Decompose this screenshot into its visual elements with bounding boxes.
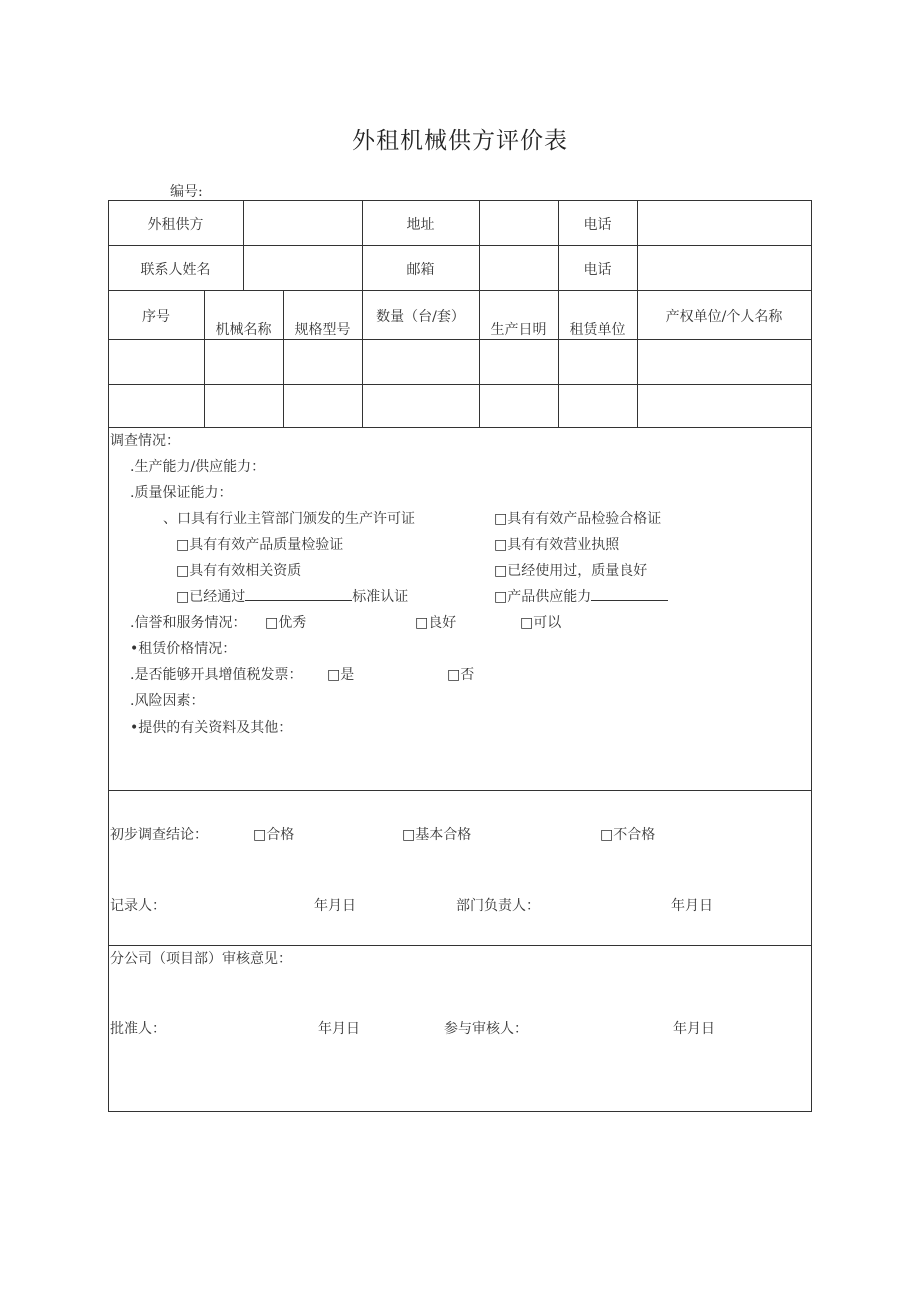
column-header-lessor: 租赁单位 (569, 322, 626, 338)
supply-capacity-blank[interactable] (591, 587, 668, 601)
page-title: 外租机械供方评价表 (352, 128, 568, 154)
checkbox-credit-acceptable[interactable]: □可以 (520, 615, 562, 631)
checkbox-credit-good[interactable]: □良好 (415, 615, 457, 631)
checkbox-quality-inspection[interactable]: □具有有效产品质量检验证 (176, 537, 344, 553)
department-head-date: 年月日 (671, 898, 713, 914)
checkbox-supply-capacity[interactable] (494, 586, 668, 606)
phone-label: 电话 (583, 262, 612, 278)
checkbox-invoice-yes[interactable]: □是 (327, 667, 355, 683)
column-header-index: 序号 (142, 309, 170, 325)
survey-heading: 调查情况： (110, 433, 180, 449)
quality-assurance-label: .质量保证能力： (130, 485, 233, 501)
column-header-production-date: 生产日明 (490, 322, 547, 338)
supply-capacity-label: □产品供应能力 (494, 589, 592, 605)
standard-certification-prefix: □已经通过 (176, 589, 246, 605)
production-capacity-label: .生产能力/供应能力： (130, 459, 266, 475)
supplier-field[interactable] (244, 201, 361, 245)
table-bottom-border (108, 1111, 812, 1112)
phone-field[interactable] (638, 201, 810, 245)
row-divider (108, 290, 812, 291)
review-opinion-field[interactable] (110, 968, 810, 1008)
serial-number-label: 编号: (170, 184, 203, 200)
email-field[interactable] (480, 246, 557, 290)
department-head-label: 部门负责人： (456, 898, 540, 914)
supplier-label: 外租供方 (147, 217, 204, 233)
review-opinion-label: 分公司（项目部）审核意见： (110, 951, 292, 967)
phone-label: 电话 (583, 217, 612, 233)
section-divider (108, 790, 812, 791)
row-divider (108, 427, 812, 428)
column-header-owner: 产权单位/个人名称 (665, 309, 783, 325)
checkbox-qualifications[interactable]: □具有有效相关资质 (176, 563, 302, 579)
checkbox-production-license[interactable]: 、口具有行业主管部门颁发的生产许可证 (163, 511, 415, 527)
participant-reviewer-label: 参与审核人： (444, 1021, 528, 1037)
table-row[interactable] (109, 385, 811, 427)
standard-certification-suffix: 标准认证 (352, 589, 409, 605)
contact-phone-field[interactable] (638, 246, 810, 290)
checkbox-used-good-quality[interactable]: □已经使用过，质量良好 (494, 563, 648, 579)
checkbox-invoice-no[interactable]: □否 (447, 667, 475, 683)
checkbox-standard-certification[interactable] (176, 586, 408, 606)
standard-blank[interactable] (245, 587, 352, 601)
recorder-label: 记录人： (110, 898, 166, 914)
vat-invoice-label: .是否能够开具增值税发票： (130, 667, 303, 683)
checkbox-product-certificate[interactable]: □具有有效产品检验合格证 (494, 511, 662, 527)
other-materials-label: •提供的有关资料及其他： (130, 720, 293, 736)
checkbox-basically-qualified[interactable]: □基本合格 (402, 827, 472, 843)
credit-service-label: .信誉和服务情况： (130, 615, 247, 631)
column-header-model: 规格型号 (294, 322, 351, 338)
column-header-machine-name: 机械名称 (215, 322, 272, 338)
checkbox-unqualified[interactable]: □不合格 (600, 827, 656, 843)
table-left-border (108, 200, 109, 1111)
participant-reviewer-date: 年月日 (673, 1021, 715, 1037)
address-label: 地址 (406, 217, 435, 233)
approver-label: 批准人： (110, 1021, 166, 1037)
rental-price-label: •租赁价格情况： (130, 641, 237, 657)
table-right-border (811, 200, 812, 1111)
table-row[interactable] (109, 340, 811, 384)
checkbox-credit-excellent[interactable]: □优秀 (265, 615, 307, 631)
checkbox-qualified[interactable]: □合格 (253, 827, 295, 843)
column-header-quantity: 数量（台/套） (376, 309, 465, 325)
section-divider (108, 945, 812, 946)
email-label: 邮箱 (406, 262, 435, 278)
contact-name-field[interactable] (244, 246, 361, 290)
address-field[interactable] (480, 201, 557, 245)
preliminary-conclusion-label: 初步调查结论： (110, 827, 208, 843)
recorder-date: 年月日 (314, 898, 356, 914)
risk-factors-label: .风险因素： (130, 693, 205, 709)
contact-name-label: 联系人姓名 (140, 262, 211, 278)
checkbox-business-license[interactable]: □具有有效营业执照 (494, 537, 620, 553)
approver-date: 年月日 (318, 1021, 360, 1037)
